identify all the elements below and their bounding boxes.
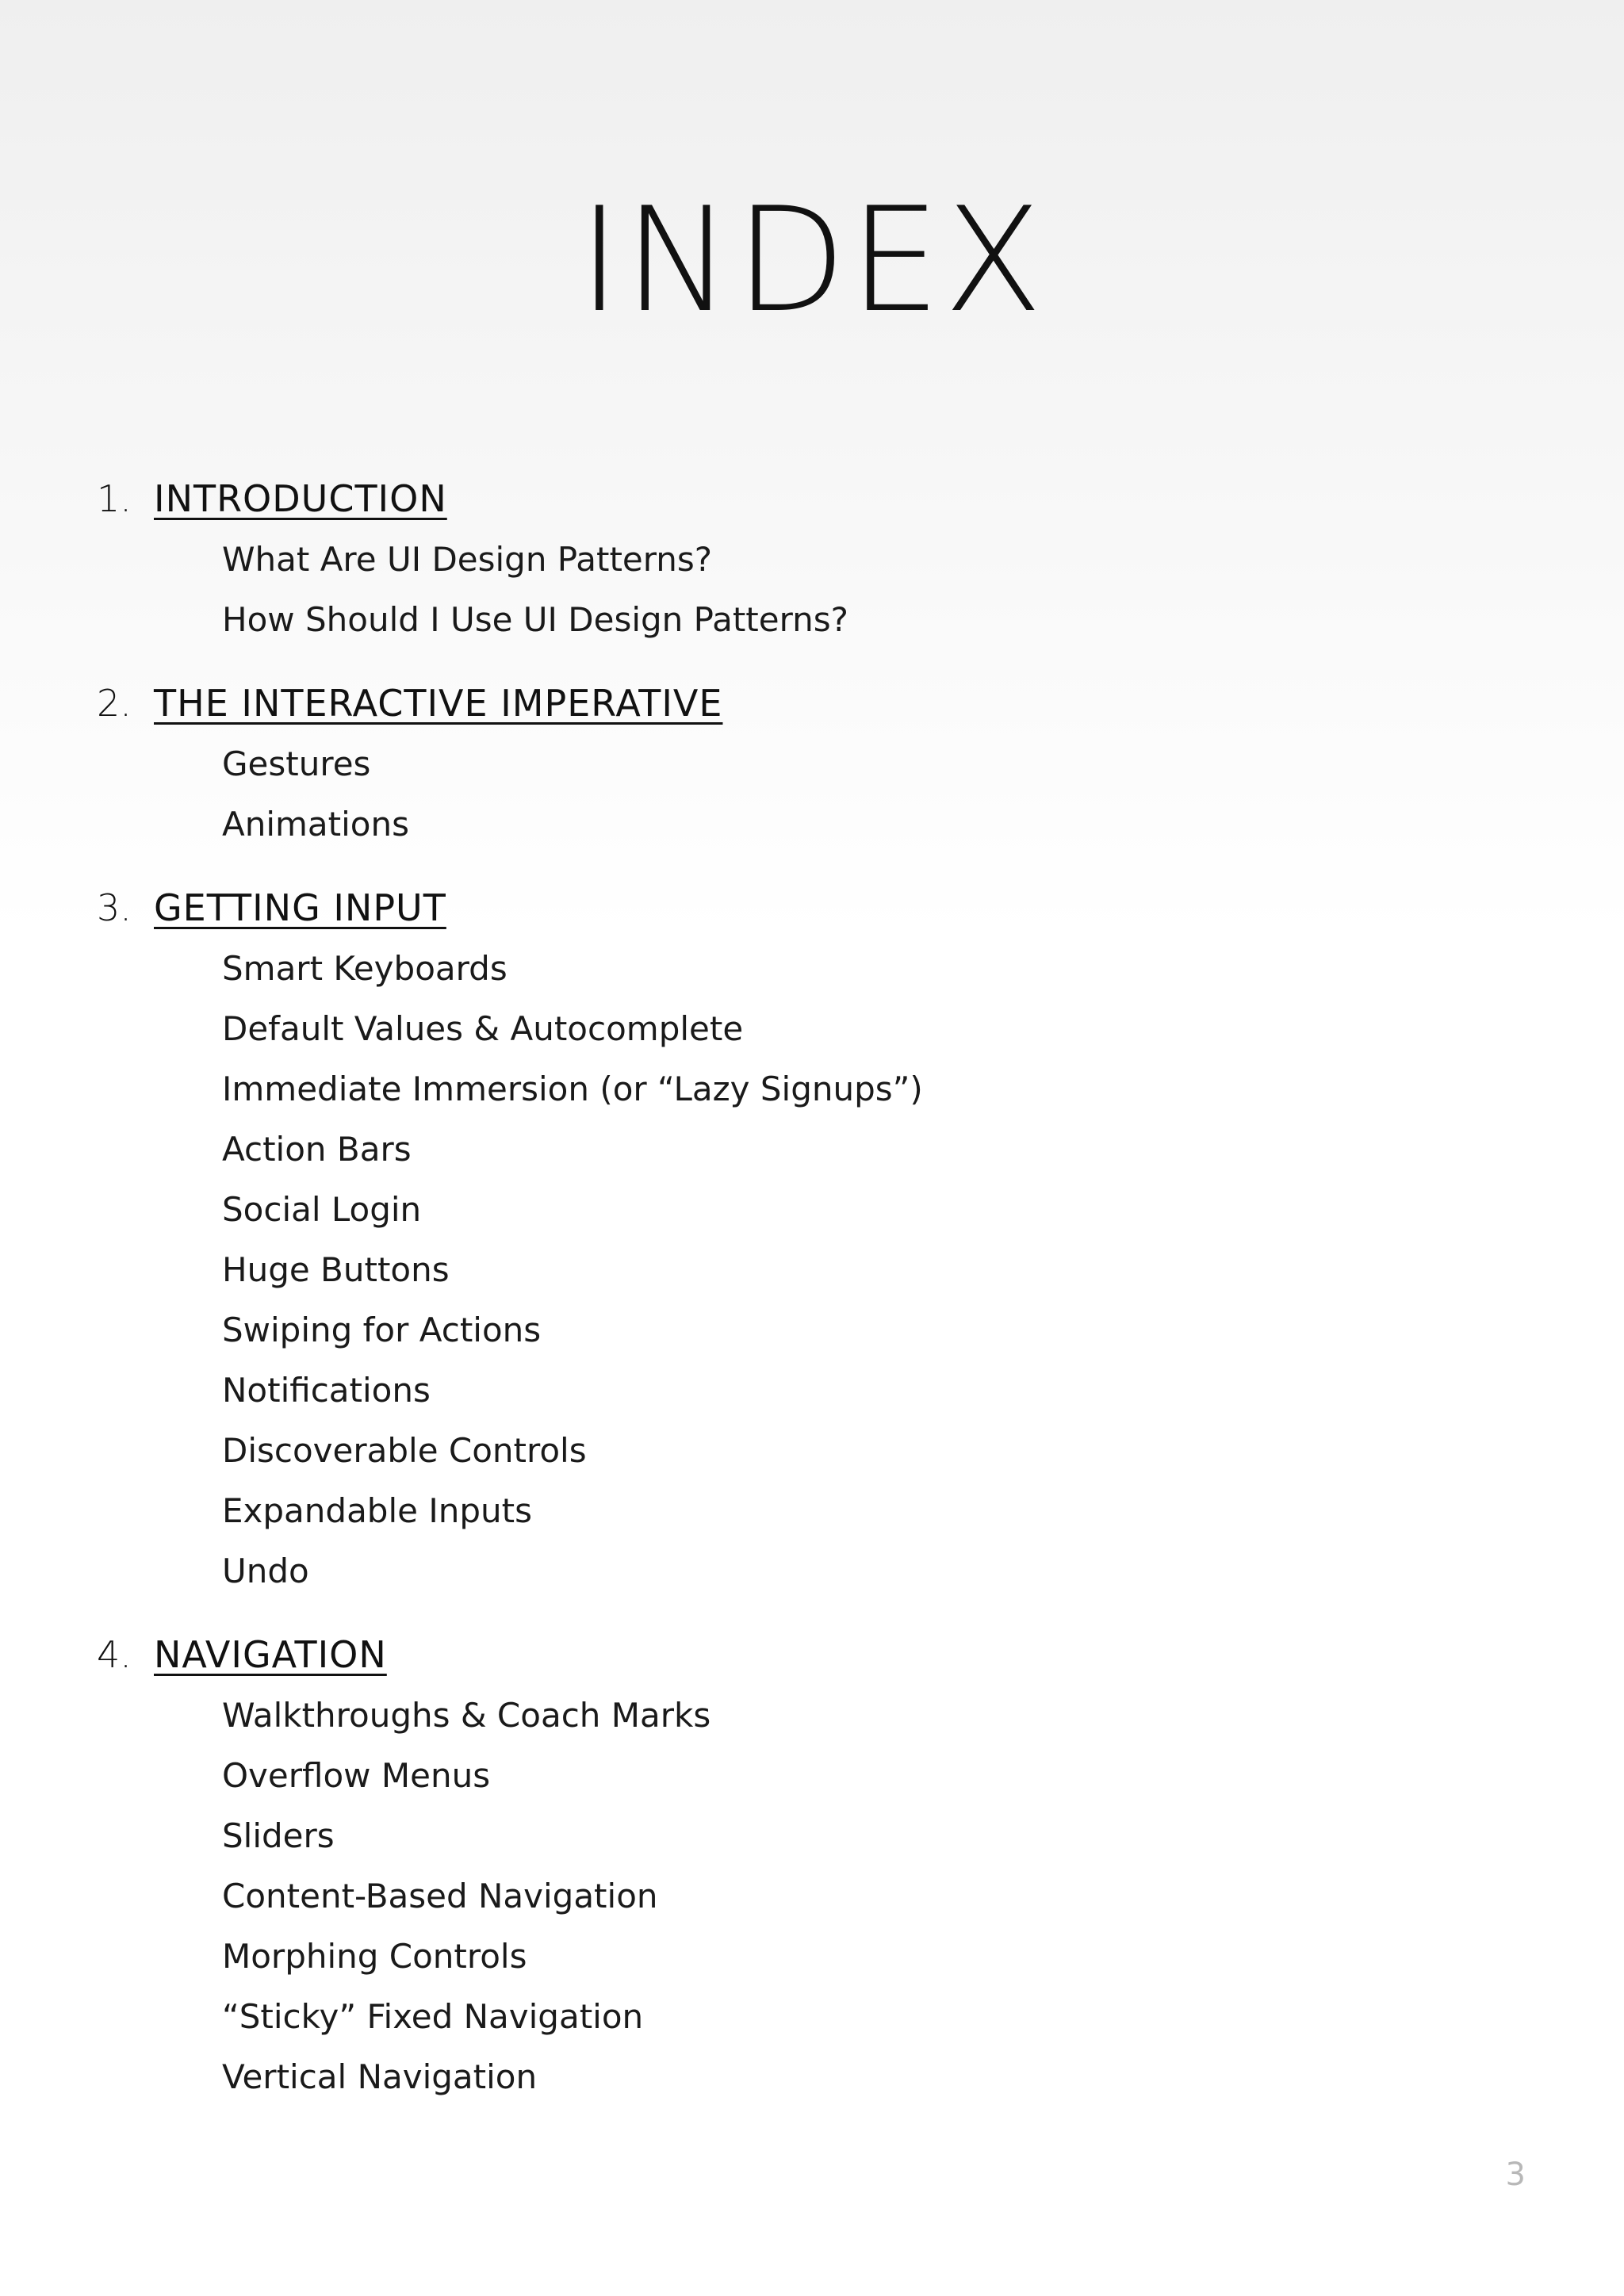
section-number: 2. (97, 682, 132, 725)
page-title: INDEX (578, 176, 1046, 344)
section-items (97, 939, 1508, 1601)
section-heading (97, 877, 1508, 939)
section-number: 1. (97, 477, 132, 520)
toc-item[interactable]: Vertical Navigation (222, 2057, 538, 2096)
toc-item[interactable]: Expandable Inputs (222, 1491, 532, 1530)
section-link-introduction[interactable]: INTRODUCTION (154, 477, 447, 520)
section-heading (97, 468, 1508, 530)
toc-item[interactable]: Smart Keyboards (222, 949, 508, 988)
toc-item[interactable]: Action Bars (222, 1130, 412, 1169)
section-number: 3. (97, 886, 132, 929)
toc-item[interactable]: Sliders (222, 1816, 335, 1855)
toc-item[interactable]: Overflow Menus (222, 1756, 491, 1795)
toc-item[interactable]: Huge Buttons (222, 1250, 450, 1289)
toc-item[interactable]: Morphing Controls (222, 1937, 527, 1976)
page-number: 3 (1505, 2156, 1526, 2193)
section-items (97, 734, 1508, 855)
toc-item[interactable]: How Should I Use UI Design Patterns? (222, 600, 848, 639)
toc-item[interactable]: Immediate Immersion (or “Lazy Signups”) (222, 1070, 923, 1108)
toc-section-introduction (97, 468, 1508, 650)
section-link-navigation[interactable]: NAVIGATION (154, 1633, 387, 1676)
toc-item[interactable]: Discoverable Controls (222, 1431, 587, 1470)
toc-section-navigation (97, 1624, 1508, 2107)
toc-item[interactable]: Notifications (222, 1371, 431, 1410)
section-link-getting-input[interactable]: GETTING INPUT (154, 886, 446, 929)
section-items (97, 530, 1508, 650)
table-of-contents (97, 468, 1508, 2130)
toc-item[interactable]: What Are UI Design Patterns? (222, 540, 713, 579)
section-heading (97, 1624, 1508, 1686)
section-heading (97, 672, 1508, 734)
toc-section-getting-input (97, 877, 1508, 1601)
toc-item[interactable]: “Sticky” Fixed Navigation (222, 1997, 644, 2036)
toc-item[interactable]: Animations (222, 805, 410, 844)
section-number: 4. (97, 1633, 132, 1676)
section-link-interactive-imperative[interactable]: THE INTERACTIVE IMPERATIVE (154, 682, 723, 725)
toc-item[interactable]: Default Values & Autocomplete (222, 1009, 744, 1048)
section-items (97, 1686, 1508, 2107)
toc-item[interactable]: Walkthroughs & Coach Marks (222, 1696, 711, 1735)
toc-item[interactable]: Social Login (222, 1190, 422, 1229)
toc-section-interactive-imperative (97, 672, 1508, 855)
toc-item[interactable]: Gestures (222, 744, 371, 783)
toc-item[interactable]: Swiping for Actions (222, 1311, 542, 1349)
toc-item[interactable]: Undo (222, 1552, 309, 1590)
toc-item[interactable]: Content-Based Navigation (222, 1877, 658, 1915)
